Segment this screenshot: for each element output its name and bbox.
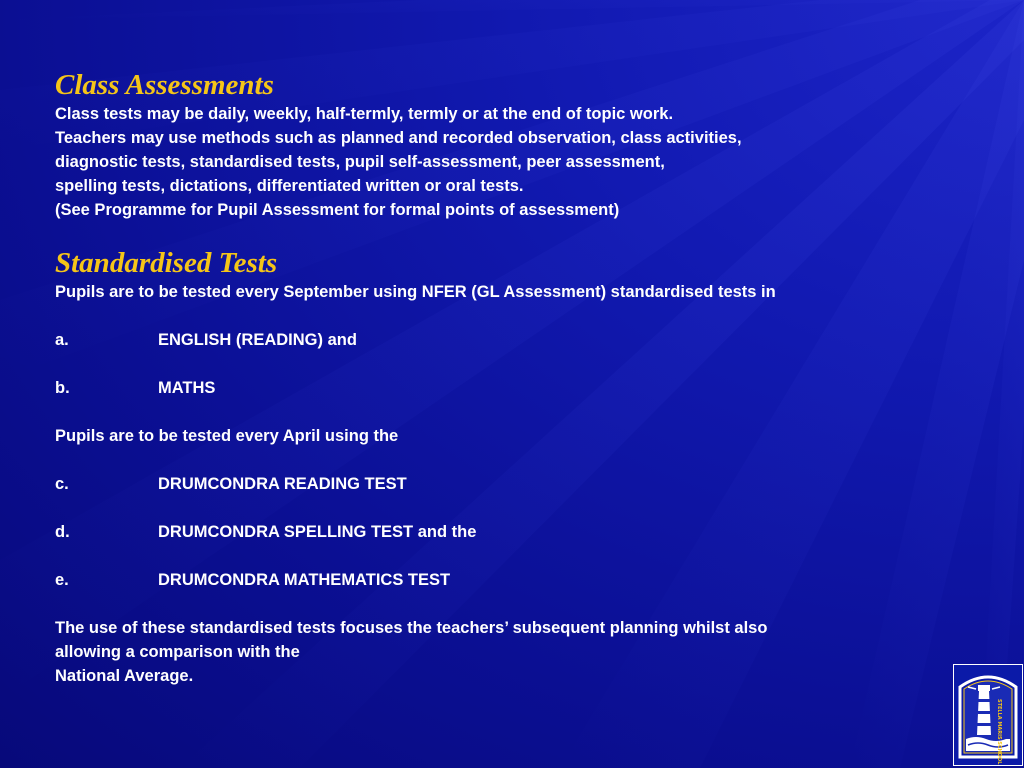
list-item-letter: e. [55, 571, 69, 589]
crest-text: STELLA MARIS SCHOOL [996, 699, 1002, 765]
closing-line: allowing a comparison with the [55, 643, 300, 661]
spacer [55, 400, 955, 424]
list-item-letter: d. [55, 523, 70, 541]
standardised-tests-heading: Standardised Tests [55, 247, 278, 279]
list-item-letter: a. [55, 331, 69, 349]
list-item-text: MATHS [158, 379, 216, 397]
spacer [55, 352, 955, 376]
spacer [55, 304, 955, 328]
list-item [55, 376, 955, 400]
list-item-text: DRUMCONDRA MATHEMATICS TEST [158, 571, 451, 589]
spacer [55, 448, 955, 472]
list-item-letter: b. [55, 379, 70, 397]
class-assessments-line: diagnostic tests, standardised tests, pupil self-assessment, peer assessment, [55, 153, 665, 171]
april-intro: Pupils are to be tested every April using the [55, 427, 399, 445]
spacer [55, 592, 955, 616]
list-item-letter: c. [55, 475, 69, 493]
september-intro: Pupils are to be tested every September using NFER (GL Assessment) standardised tests in [55, 283, 776, 301]
lighthouse-crest-icon [954, 665, 1022, 765]
class-assessments-line: (See Programme for Pupil Assessment for formal points of assessment) [55, 201, 620, 219]
closing-line: National Average. [55, 667, 194, 685]
list-item [55, 520, 955, 544]
slide-content [55, 68, 955, 688]
spacer [55, 544, 955, 568]
spacer [55, 222, 955, 246]
school-crest-logo [953, 664, 1023, 766]
list-item [55, 328, 955, 352]
class-assessments-line: spelling tests, dictations, differentiated written or oral tests. [55, 177, 524, 195]
class-assessments-line: Teachers may use methods such as planned and recorded observation, class activities, [55, 129, 742, 147]
spacer [55, 496, 955, 520]
class-assessments-heading: Class Assessments [55, 69, 274, 101]
list-item-text: DRUMCONDRA READING TEST [158, 475, 407, 493]
list-item-text: DRUMCONDRA SPELLING TEST and the [158, 523, 477, 541]
closing-line: The use of these standardised tests focuses the teachers’ subsequent planning whilst also [55, 619, 768, 637]
list-item [55, 472, 955, 496]
list-item [55, 568, 955, 592]
class-assessments-line: Class tests may be daily, weekly, half-termly, termly or at the end of topic work. [55, 105, 674, 123]
list-item-text: ENGLISH (READING) and [158, 331, 357, 349]
